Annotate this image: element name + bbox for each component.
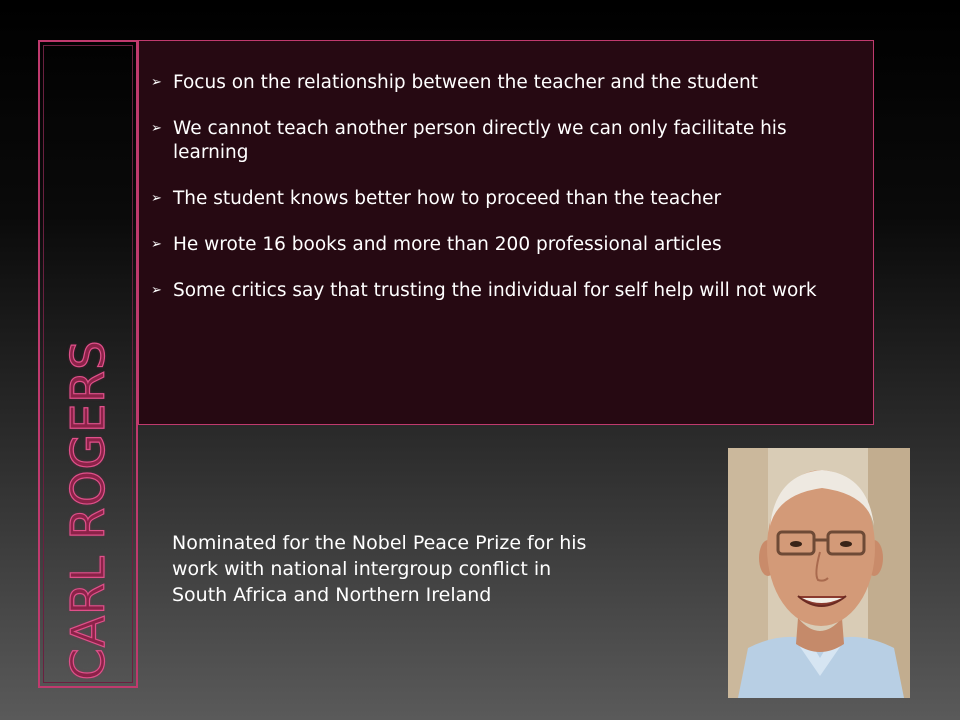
bullet-text: We cannot teach another person directly we can only facilitate his learning (173, 118, 787, 163)
arrow-bullet-icon: ➢ (151, 75, 162, 90)
bullet-text: He wrote 16 books and more than 200 professional articles (173, 234, 722, 255)
bullet-list (149, 71, 853, 303)
slide-title: CARL ROGERS (61, 339, 115, 681)
bullet-text: Some critics say that trusting the individual for self help will not work (173, 280, 817, 301)
portrait-photo (728, 448, 910, 698)
arrow-bullet-icon: ➢ (151, 237, 162, 252)
caption-line: work with national intergroup conflict in (172, 558, 552, 580)
portrait-illustration (728, 448, 910, 698)
bullet-item (149, 279, 853, 303)
bullet-text: Focus on the relationship between the teacher and the student (173, 72, 759, 93)
bullet-item (149, 187, 853, 211)
bullet-item (149, 71, 853, 95)
bullet-item (149, 117, 853, 165)
arrow-bullet-icon: ➢ (151, 121, 162, 136)
bullet-item (149, 233, 853, 257)
bullet-text: The student knows better how to proceed than the teacher (173, 188, 722, 209)
caption-line: South Africa and Northern Ireland (172, 584, 492, 606)
arrow-bullet-icon: ➢ (151, 191, 162, 206)
bullet-box (138, 40, 874, 425)
arrow-bullet-icon: ➢ (151, 283, 162, 298)
caption-line: Nominated for the Nobel Peace Prize for his (172, 532, 587, 554)
nobel-caption (172, 530, 712, 608)
